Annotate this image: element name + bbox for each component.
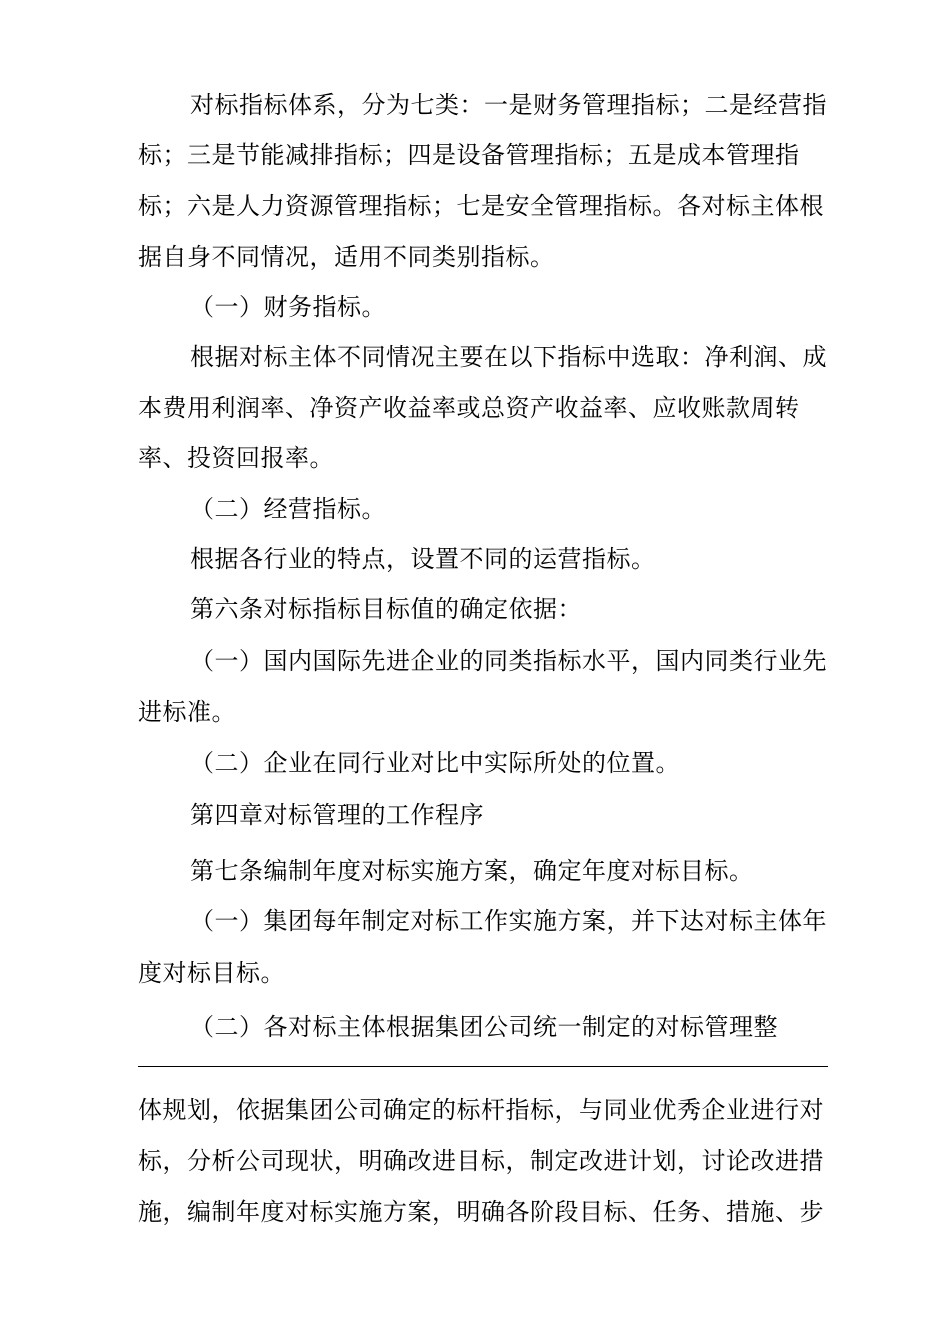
subheading-line: （二）经营指标。 xyxy=(190,495,386,523)
text-line: 根据对标主体不同情况主要在以下指标中选取：净利润、成 xyxy=(190,343,827,371)
text-line: （一）国内国际先进企业的同类指标水平，国内同类行业先 xyxy=(190,647,827,675)
article-line: 第七条编制年度对标实施方案，确定年度对标目标。 xyxy=(190,857,754,885)
page-divider xyxy=(138,1066,828,1067)
text-line: （二）各对标主体根据集团公司统一制定的对标管理整 xyxy=(190,1013,778,1041)
text-line: 根据各行业的特点，设置不同的运营指标。 xyxy=(190,545,656,573)
chapter-heading: 第四章对标管理的工作程序 xyxy=(190,801,484,829)
text-line: （一）集团每年制定对标工作实施方案，并下达对标主体年 xyxy=(190,907,827,935)
text-line: 度对标目标。 xyxy=(138,959,285,987)
text-line: 本费用利润率、净资产收益率或总资产收益率、应收账款周转 xyxy=(138,394,800,422)
text-line: 据自身不同情况，适用不同类别指标。 xyxy=(138,243,555,271)
text-line: 体规划，依据集团公司确定的标杆指标，与同业优秀企业进行对 xyxy=(138,1096,824,1124)
text-line: 进标准。 xyxy=(138,698,236,726)
text-line: 标，分析公司现状，明确改进目标，制定改进计划，讨论改进措 xyxy=(138,1147,824,1175)
subheading-line: （一）财务指标。 xyxy=(190,293,386,321)
text-line: 率、投资回报率。 xyxy=(138,444,334,472)
text-line: 施，编制年度对标实施方案，明确各阶段目标、任务、措施、步 xyxy=(138,1198,824,1226)
article-line: 第六条对标指标目标值的确定依据： xyxy=(190,595,582,623)
text-line: （二）企业在同行业对比中实际所处的位置。 xyxy=(190,749,680,777)
text-line: 标；三是节能减排指标；四是设备管理指标；五是成本管理指 xyxy=(138,141,800,169)
text-line: 标；六是人力资源管理指标；七是安全管理指标。各对标主体根 xyxy=(138,192,824,220)
text-line: 对标指标体系，分为七类：一是财务管理指标；二是经营指 xyxy=(190,91,827,119)
